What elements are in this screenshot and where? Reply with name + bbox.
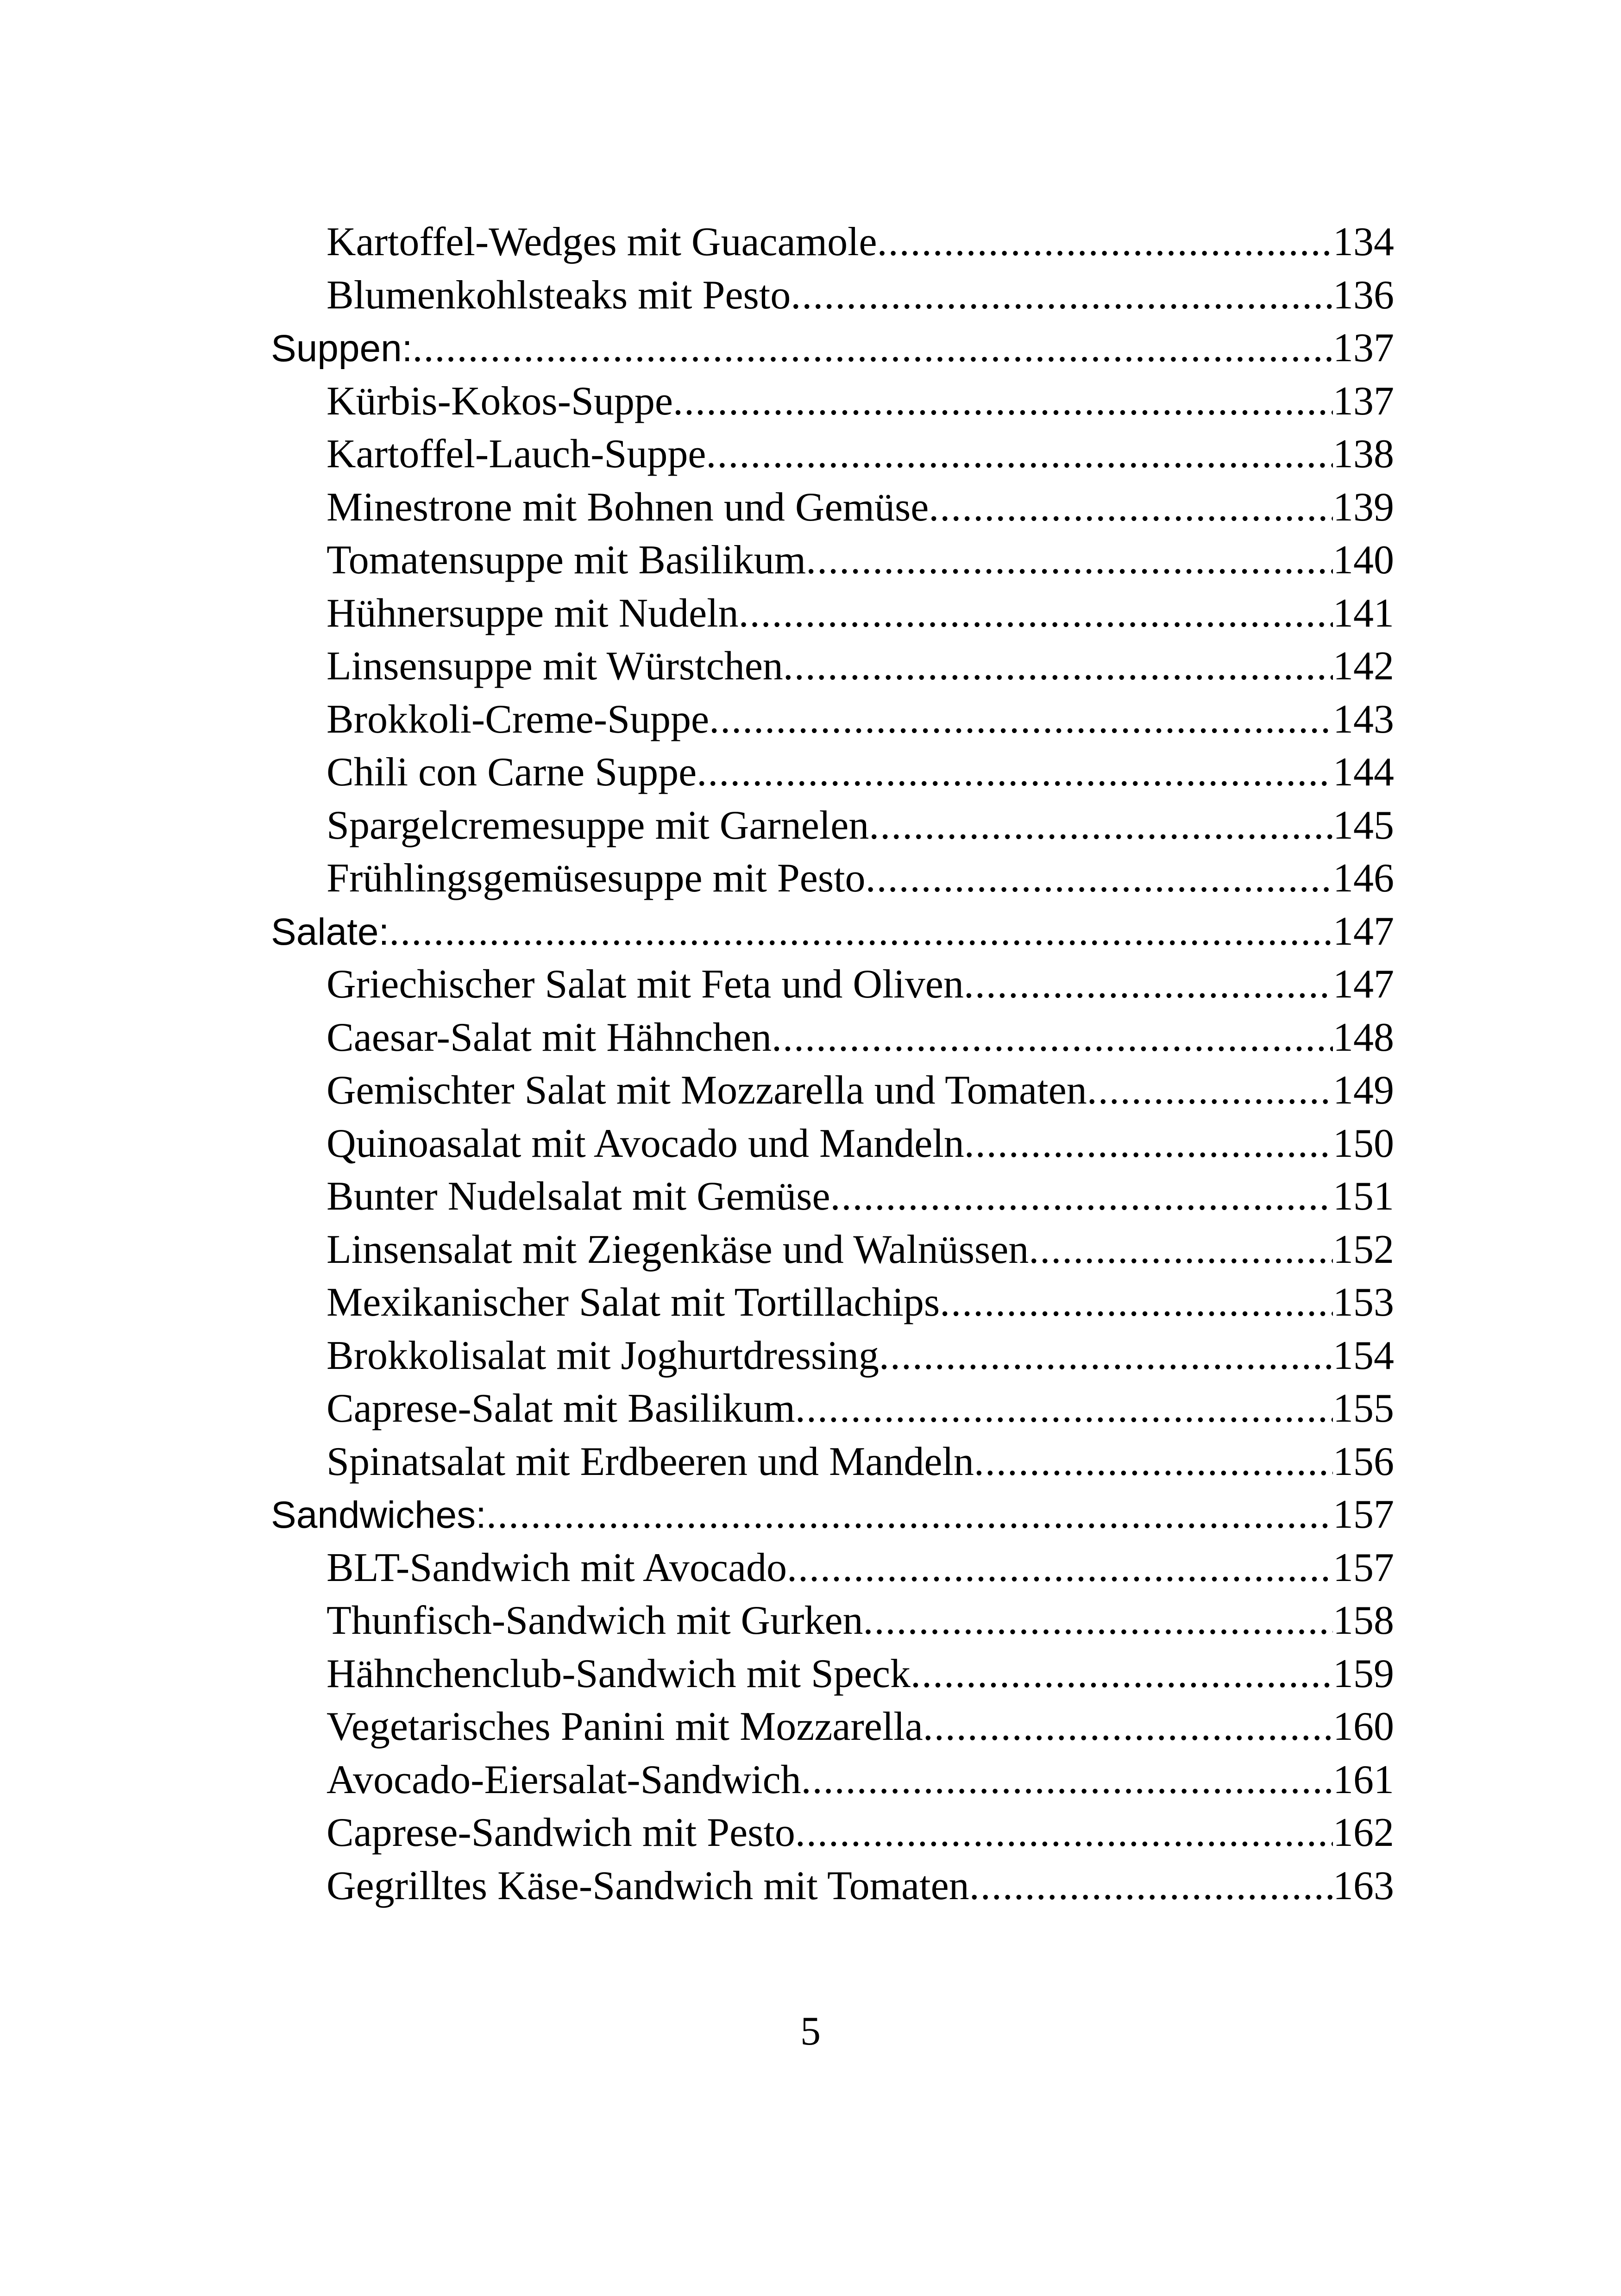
toc-entry[interactable] xyxy=(271,958,1394,1011)
toc-entry-title: Minestrone mit Bohnen und Gemüse xyxy=(327,484,929,530)
dot-leader xyxy=(879,1330,1333,1383)
dot-leader xyxy=(486,1488,1333,1542)
toc-entry-title: Tomatensuppe mit Basilikum xyxy=(327,538,806,583)
toc-section-entry[interactable] xyxy=(271,322,1394,375)
toc-entry[interactable] xyxy=(271,269,1394,322)
toc-entry-page-number: 143 xyxy=(1333,696,1394,742)
toc-entry-page-number: 163 xyxy=(1333,1863,1394,1908)
toc-entry[interactable] xyxy=(271,1117,1394,1171)
toc-entry-page-number: 155 xyxy=(1333,1386,1394,1431)
toc-section-entry[interactable] xyxy=(271,905,1394,959)
page-number: 5 xyxy=(800,2009,821,2054)
toc-entry-page-number: 158 xyxy=(1333,1598,1394,1643)
toc-entry-title: Griechischer Salat mit Feta und Oliven xyxy=(327,962,964,1007)
dot-leader xyxy=(739,587,1333,640)
toc-entry-title: Salate: xyxy=(271,910,390,953)
toc-section-entry[interactable] xyxy=(271,1488,1394,1542)
toc-entry-page-number: 150 xyxy=(1333,1121,1394,1166)
toc-entry-page-number: 151 xyxy=(1333,1174,1394,1219)
toc-entry-title: Spinatsalat mit Erdbeeren und Mandeln xyxy=(327,1439,974,1484)
toc-entry-page-number: 134 xyxy=(1333,220,1394,264)
toc-entry[interactable] xyxy=(271,852,1394,905)
toc-entry-page-number: 142 xyxy=(1333,644,1394,689)
toc-entry[interactable] xyxy=(271,693,1394,747)
toc-entry-page-number: 153 xyxy=(1333,1280,1394,1325)
toc-entry-title: Caesar-Salat mit Hähnchen xyxy=(327,1015,772,1060)
toc-entry[interactable] xyxy=(271,1807,1394,1860)
dot-leader xyxy=(795,1382,1333,1436)
dot-leader xyxy=(974,1436,1333,1489)
dot-leader xyxy=(830,1170,1333,1223)
dot-leader xyxy=(389,905,1333,959)
dot-leader xyxy=(673,375,1333,428)
toc-entry-page-number: 149 xyxy=(1333,1068,1394,1113)
toc-entry[interactable] xyxy=(271,534,1394,587)
dot-leader xyxy=(806,534,1333,587)
toc-entry-title: Hähnchenclub-Sandwich mit Speck xyxy=(327,1651,911,1696)
toc-entry-title: Linsensuppe mit Würstchen xyxy=(327,644,783,689)
toc-entry[interactable] xyxy=(271,1330,1394,1383)
toc-entry-title: Thunfisch-Sandwich mit Gurken xyxy=(327,1598,863,1643)
toc-entry[interactable] xyxy=(271,1648,1394,1701)
toc-entry-page-number: 137 xyxy=(1333,326,1394,370)
toc-entry[interactable] xyxy=(271,1542,1394,1595)
toc-entry-title: Suppen: xyxy=(271,327,413,370)
toc-entry[interactable] xyxy=(271,799,1394,853)
toc-entry[interactable] xyxy=(271,481,1394,534)
toc-entry-title: Brokkolisalat mit Joghurtdressing xyxy=(327,1333,879,1378)
toc-entry-title: Caprese-Sandwich mit Pesto xyxy=(327,1810,795,1855)
toc-entry[interactable] xyxy=(271,1594,1394,1648)
dot-leader xyxy=(795,1807,1333,1860)
dot-leader xyxy=(413,322,1333,375)
toc-entry-title: Mexikanischer Salat mit Tortillachips xyxy=(327,1280,940,1325)
toc-entry-title: Blumenkohlsteaks mit Pesto xyxy=(327,272,791,318)
dot-leader xyxy=(911,1648,1333,1701)
toc-entry-title: Kartoffel-Wedges mit Guacamole xyxy=(327,220,877,264)
toc-entry[interactable] xyxy=(271,1754,1394,1807)
toc-entry-page-number: 137 xyxy=(1333,378,1394,424)
toc-entry-page-number: 159 xyxy=(1333,1651,1394,1696)
toc-entry-title: Linsensalat mit Ziegenkäse und Walnüssen xyxy=(327,1227,1029,1272)
toc-entry[interactable] xyxy=(271,428,1394,481)
toc-entry-page-number: 136 xyxy=(1333,272,1394,318)
toc-entry-page-number: 147 xyxy=(1333,962,1394,1007)
toc-entry-title: Sandwiches: xyxy=(271,1494,486,1536)
dot-leader xyxy=(940,1276,1333,1330)
toc-entry-page-number: 139 xyxy=(1333,484,1394,530)
dot-leader xyxy=(709,693,1333,747)
toc-entry[interactable] xyxy=(271,1064,1394,1117)
dot-leader xyxy=(1087,1064,1333,1117)
toc-entry-page-number: 152 xyxy=(1333,1227,1394,1272)
toc-entry-page-number: 157 xyxy=(1333,1545,1394,1590)
toc-entry-page-number: 160 xyxy=(1333,1704,1394,1749)
toc-entry-title: Gegrilltes Käse-Sandwich mit Tomaten xyxy=(327,1863,969,1908)
dot-leader xyxy=(791,269,1333,322)
toc-entry-page-number: 147 xyxy=(1333,909,1394,954)
toc-entry-title: Kartoffel-Lauch-Suppe xyxy=(327,432,706,477)
toc-entry-title: BLT-Sandwich mit Avocado xyxy=(327,1545,787,1590)
toc-entry-page-number: 148 xyxy=(1333,1015,1394,1060)
dot-leader xyxy=(929,481,1333,534)
dot-leader xyxy=(706,428,1333,481)
toc-entry-title: Hühnersuppe mit Nudeln xyxy=(327,590,739,636)
dot-leader xyxy=(697,746,1333,799)
dot-leader xyxy=(866,852,1333,905)
dot-leader xyxy=(869,799,1333,853)
toc-entry-title: Kürbis-Kokos-Suppe xyxy=(327,378,673,424)
dot-leader xyxy=(787,1542,1333,1595)
toc-entry[interactable] xyxy=(271,1223,1394,1277)
toc-entry-title: Bunter Nudelsalat mit Gemüse xyxy=(327,1174,830,1219)
dot-leader xyxy=(964,1117,1333,1171)
dot-leader xyxy=(863,1594,1333,1648)
toc-entry[interactable] xyxy=(271,1436,1394,1489)
toc-entry[interactable] xyxy=(271,1170,1394,1223)
toc-entry-title: Gemischter Salat mit Mozzarella und Tomaten xyxy=(327,1068,1087,1113)
toc-entry-title: Brokkoli-Creme-Suppe xyxy=(327,696,710,742)
toc-entry-page-number: 156 xyxy=(1333,1439,1394,1484)
toc-entry-page-number: 140 xyxy=(1333,538,1394,583)
dot-leader xyxy=(877,216,1333,269)
toc-entry-title: Caprese-Salat mit Basilikum xyxy=(327,1386,795,1431)
toc-entry-page-number: 144 xyxy=(1333,750,1394,795)
toc-entry[interactable] xyxy=(271,1276,1394,1330)
dot-leader xyxy=(969,1860,1333,1913)
toc-entry-page-number: 146 xyxy=(1333,856,1394,901)
dot-leader xyxy=(772,1011,1333,1065)
dot-leader xyxy=(783,640,1333,693)
dot-leader xyxy=(964,958,1333,1011)
toc-entry[interactable] xyxy=(271,587,1394,640)
table-of-contents xyxy=(271,216,1394,1913)
toc-entry-title: Vegetarisches Panini mit Mozzarella xyxy=(327,1704,923,1749)
toc-entry[interactable] xyxy=(271,1860,1394,1913)
dot-leader xyxy=(923,1700,1333,1754)
toc-entry-title: Spargelcremesuppe mit Garnelen xyxy=(327,803,869,848)
toc-entry-title: Chili con Carne Suppe xyxy=(327,750,697,795)
toc-entry[interactable] xyxy=(271,1011,1394,1065)
toc-entry-title: Frühlingsgemüsesuppe mit Pesto xyxy=(327,856,866,901)
toc-entry-page-number: 162 xyxy=(1333,1810,1394,1855)
toc-entry-page-number: 157 xyxy=(1333,1492,1394,1537)
toc-entry-title: Quinoasalat mit Avocado und Mandeln xyxy=(327,1121,964,1166)
toc-entry[interactable] xyxy=(271,375,1394,428)
toc-entry[interactable] xyxy=(271,1700,1394,1754)
toc-entry-page-number: 154 xyxy=(1333,1333,1394,1378)
toc-entry[interactable] xyxy=(271,746,1394,799)
dot-leader xyxy=(801,1754,1333,1807)
toc-entry[interactable] xyxy=(271,216,1394,269)
toc-entry-title: Avocado-Eiersalat-Sandwich xyxy=(327,1757,801,1802)
toc-entry-page-number: 138 xyxy=(1333,432,1394,477)
toc-entry-page-number: 161 xyxy=(1333,1757,1394,1802)
dot-leader xyxy=(1029,1223,1333,1277)
toc-entry-page-number: 145 xyxy=(1333,803,1394,848)
toc-entry[interactable] xyxy=(271,640,1394,693)
toc-entry-page-number: 141 xyxy=(1333,590,1394,636)
toc-entry[interactable] xyxy=(271,1382,1394,1436)
